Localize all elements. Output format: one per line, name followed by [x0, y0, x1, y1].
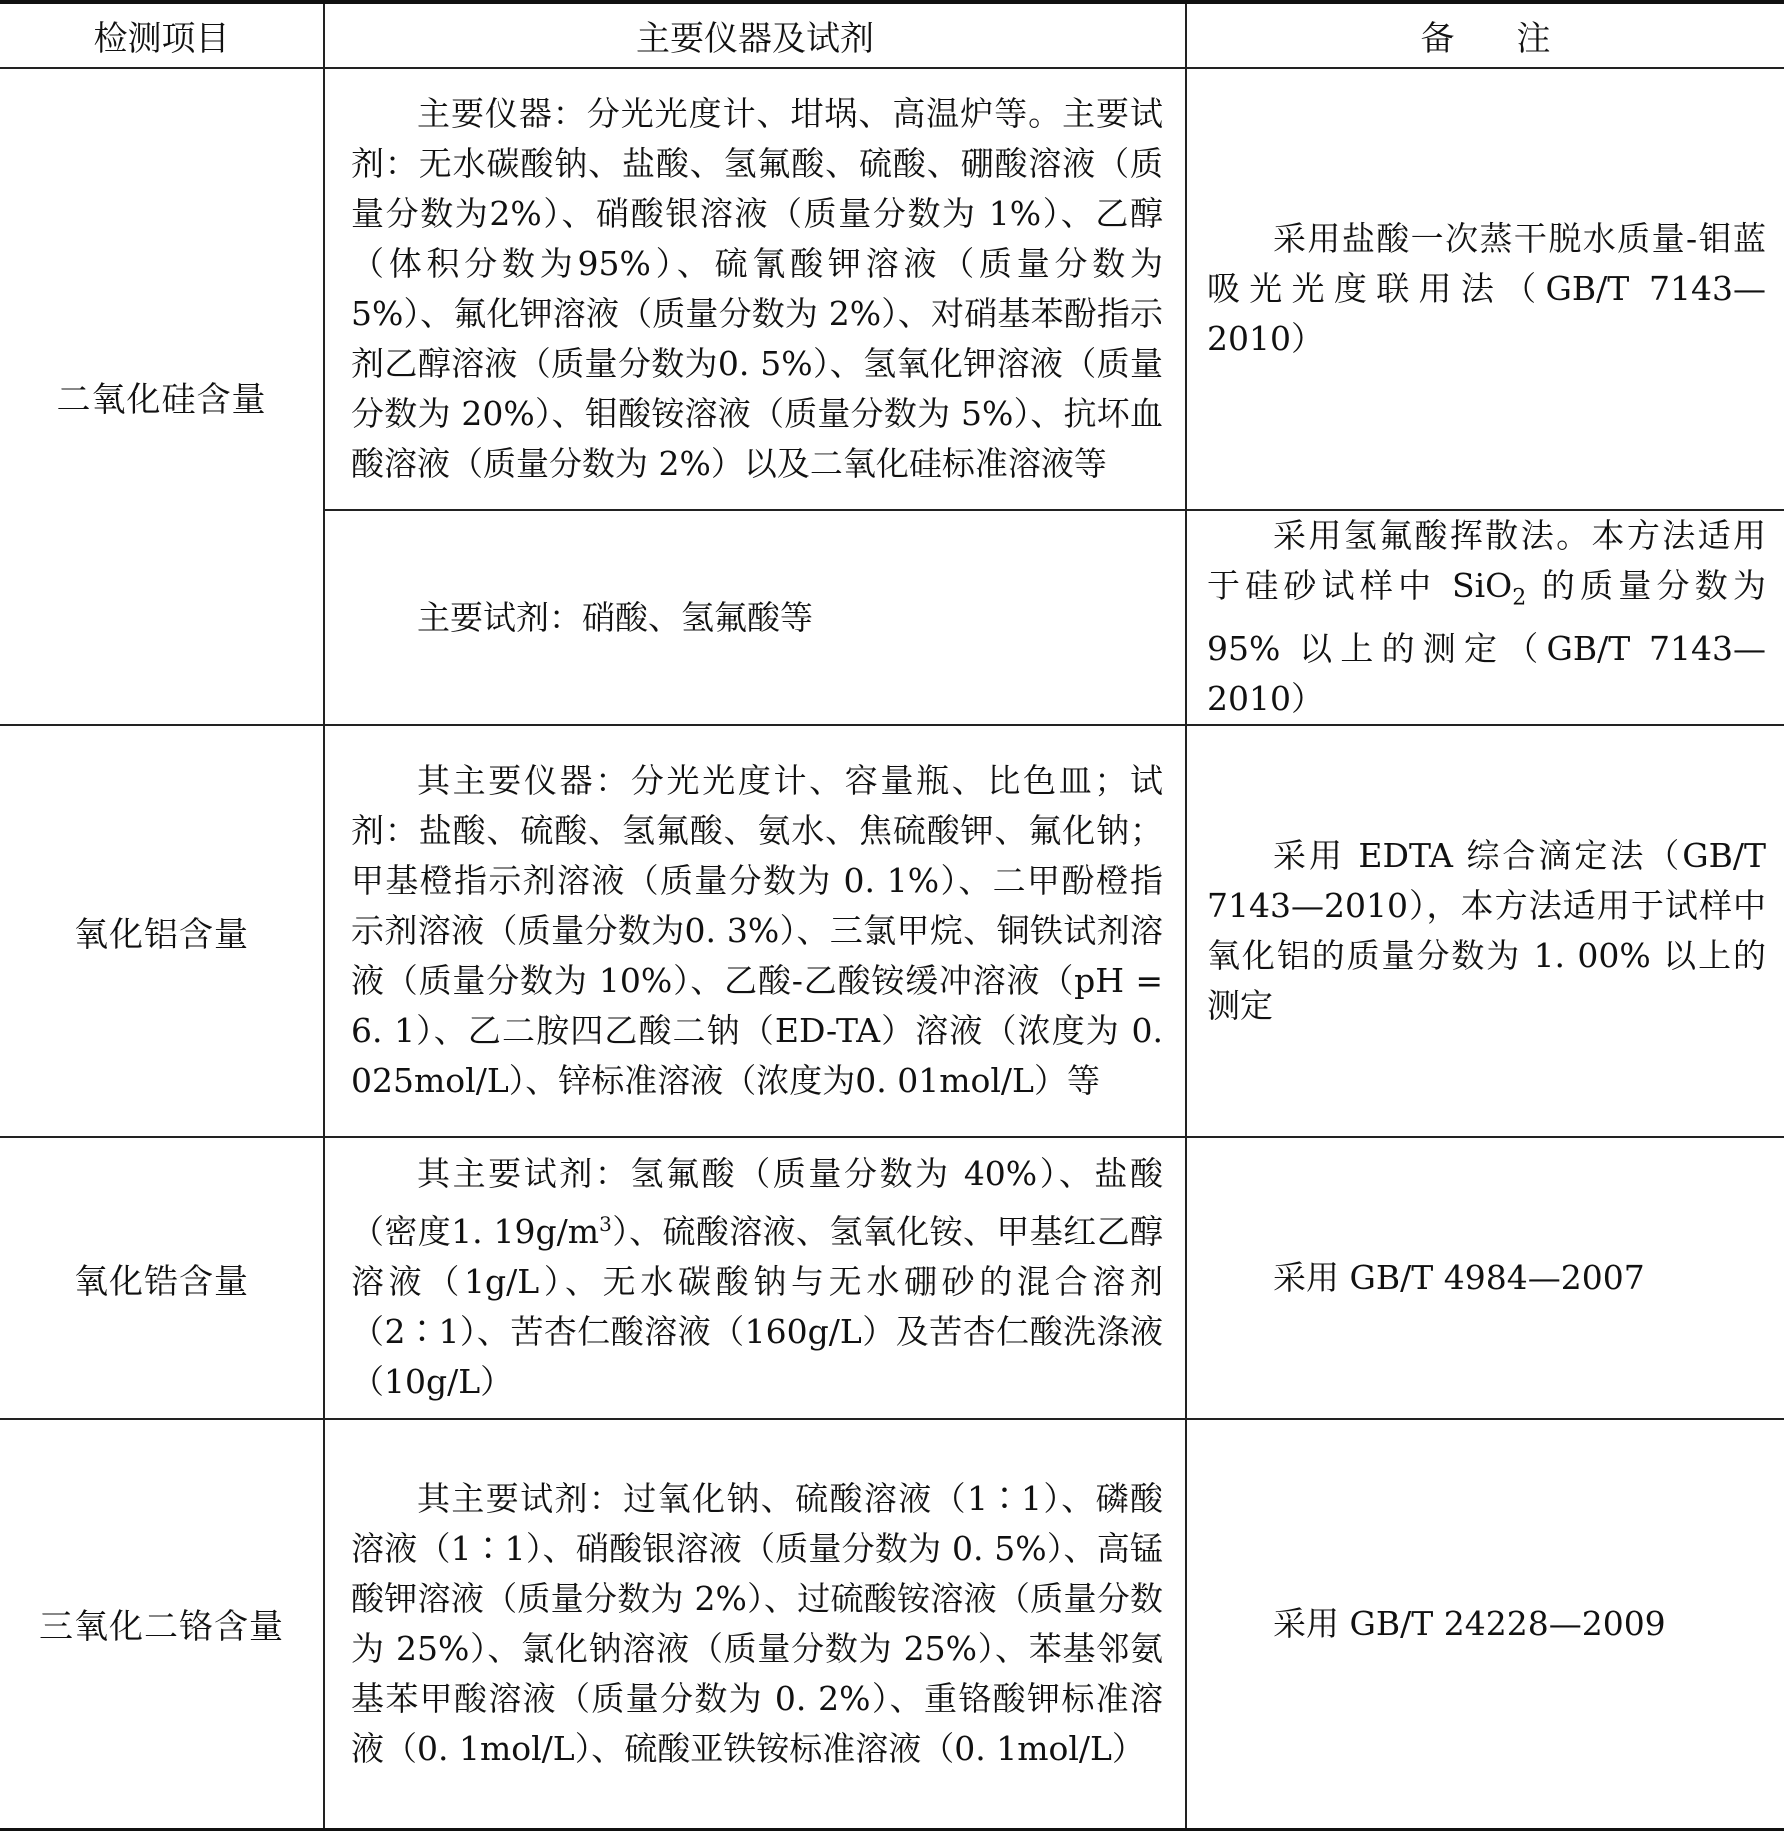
- superscript: 3: [599, 1212, 612, 1236]
- note-cell: [1186, 68, 1784, 510]
- reagents-cell: [324, 68, 1186, 510]
- reagents-text: 其主要试剂：过氧化钠、硫酸溶液（1∶1）、磷酸溶液（1∶1）、硝酸银溶液（质量分数为 0. 5%）、高锰酸钾溶液（质量分数为 2%）、过硫酸铵溶液（质量分数为 25%）、氯化钠溶液（质量分数为 25%）、苯基邻氨基苯甲酸溶液（质量分数为 0. 2%）、重铬酸钾标准溶液（0. 1mol/L）、硫酸亚铁铵标准溶液（0. 1mol/L）: [351, 1478, 1163, 1768]
- note-text: 采用盐酸一次蒸干脱水质量-钼蓝吸光光度联用法（GB/T 7143—2010）: [1207, 219, 1766, 358]
- table-row: [0, 725, 1784, 1137]
- reagents-text: 主要仪器：分光光度计、坩埚、高温炉等。主要试剂：无水碳酸钠、盐酸、氢氟酸、硫酸、硼酸溶液（质量分数为2%）、硝酸银溶液（质量分数为 1%）、乙醇（体积分数为95%）、硫氰酸钾溶液（质量分数为 5%）、氟化钾溶液（质量分数为 2%）、对硝基苯酚指示剂乙醇溶液（质量分数为0. 5%）、氢氧化钾溶液（质量分数为 20%）、钼酸铵溶液（质量分数为 5%）、抗坏血酸溶液（质量分数为 2%）以及二氧化硅标准溶液等: [351, 94, 1163, 483]
- note-text: 采用 GB/T 4984—2007: [1273, 1258, 1645, 1297]
- table-header-row: [0, 2, 1784, 68]
- item-cell: 三氧化二铬含量: [0, 1419, 324, 1829]
- note-text-part: 采用氢氟酸挥散法。本方法适用于硅砂试样中 SiO: [1207, 516, 1766, 606]
- reagents-text-part: 其主要试剂：氢氟酸（质量分数为 40%）、盐酸（密度1. 19g/m: [351, 1154, 1163, 1251]
- subscript: 2: [1512, 585, 1527, 611]
- note-cell: [1186, 725, 1784, 1137]
- header-item: 检测项目: [0, 2, 324, 68]
- note-text: 采用 GB/T 24228—2009: [1273, 1603, 1666, 1643]
- reagents-text-part: ）、硫酸溶液、氢氧化铵、甲基红乙醇溶液（1g/L）、无水碳酸钠与无水硼砂的混合溶剂（2∶1）、苦杏仁酸溶液（160g/L）及苦杏仁酸洗涤液（10g/L）: [351, 1212, 1163, 1401]
- reagents-cell: [324, 1419, 1186, 1829]
- item-cell: 氧化锆含量: [0, 1137, 324, 1419]
- reagents-cell: [324, 1137, 1186, 1419]
- note-cell: [1186, 1137, 1784, 1419]
- reagents-text: 主要试剂：硝酸、氢氟酸等: [417, 597, 813, 637]
- header-reagents: 主要仪器及试剂: [324, 2, 1186, 68]
- reagents-cell: [324, 725, 1186, 1137]
- note-text: [1207, 511, 1766, 724]
- note-cell: [1186, 510, 1784, 725]
- header-note: [1186, 2, 1784, 68]
- reagents-cell: [324, 510, 1186, 725]
- table-row: [0, 68, 1784, 510]
- note-text: 采用 EDTA 综合滴定法（GB/T 7143—2010），本方法适用于试样中氧化铝的质量分数为 1. 00% 以上的测定: [1207, 836, 1766, 1025]
- reagents-text: 其主要仪器：分光光度计、容量瓶、比色皿；试剂：盐酸、硫酸、氢氟酸、氨水、焦硫酸钾、氟化钠；甲基橙指示剂溶液（质量分数为 0. 1%）、二甲酚橙指示剂溶液（质量分数为0. 3%）、三氯甲烷、铜铁试剂溶液（质量分数为 10%）、乙酸-乙酸铵缓冲溶液（pH = 6. 1）、乙二胺四乙酸二钠（ED-TA）溶液（浓度为 0. 025mol/L）、锌标准溶液（浓度为0. 01mol/L）等: [351, 761, 1163, 1100]
- note-cell: [1186, 1419, 1784, 1829]
- item-cell: 氧化铝含量: [0, 725, 324, 1137]
- item-cell: 二氧化硅含量: [0, 68, 324, 725]
- note-text-part: 的质量分数为 95% 以上的测定（GB/T 7143—2010）: [1207, 566, 1766, 718]
- reagents-text: [351, 1149, 1163, 1407]
- table-row: [0, 1419, 1784, 1829]
- header-note-text: 备注: [1420, 19, 1613, 59]
- table-row: [0, 1137, 1784, 1419]
